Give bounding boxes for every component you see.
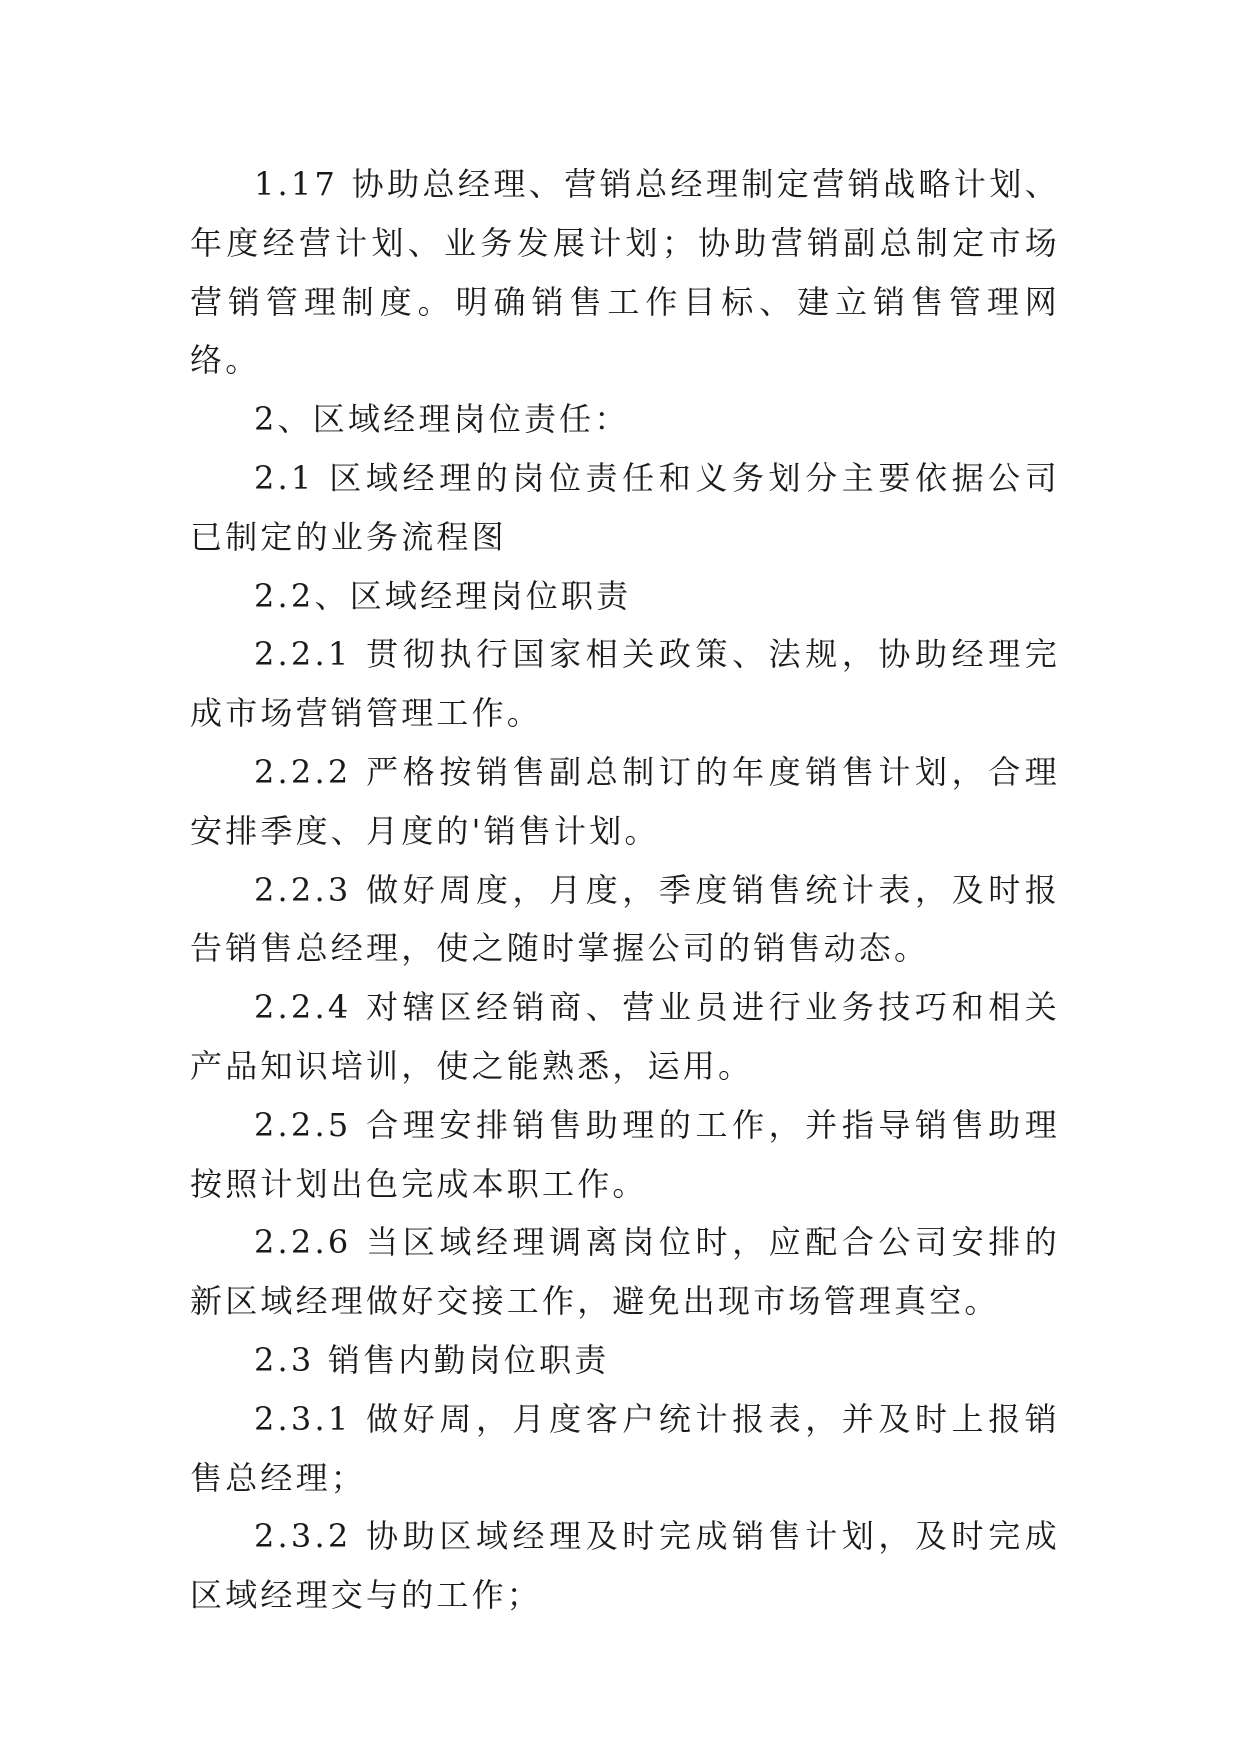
paragraph-2-2-4: 2.2.4 对辖区经销商、营业员进行业务技巧和相关产品知识培训，使之能熟悉，运用。	[190, 988, 1060, 1085]
paragraph-2-3-2: 2.3.2 协助区域经理及时完成销售计划，及时完成区域经理交与的工作；	[190, 1517, 1060, 1615]
paragraph-2-3-1: 2.3.1 做好周，月度客户统计报表，并及时上报销售总经理；	[190, 1399, 1060, 1497]
document-body	[190, 155, 1060, 1625]
paragraph-2-2-2: 2.2.2 严格按销售副总制订的年度销售计划，合理安排季度、月度的'销售计划。	[190, 752, 1060, 850]
paragraph-2-1: 2.1 区域经理的岗位责任和义务划分主要依据公司已制定的业务流程图	[190, 458, 1060, 556]
paragraph-2-2-1: 2.2.1 贯彻执行国家相关政策、法规，协助经理完成市场营销管理工作。	[190, 635, 1060, 733]
section-heading-2-2: 2.2、区域经理岗位职责	[254, 576, 632, 615]
paragraph-2-2-3: 2.2.3 做好周度，月度，季度销售统计表，及时报告销售总经理，使之随时掌握公司的销售动态。	[190, 870, 1060, 968]
section-heading-2: 2、区域经理岗位责任：	[254, 400, 630, 439]
section-heading-2-3: 2.3 销售内勤岗位职责	[254, 1340, 610, 1379]
paragraph-1-17: 1.17 协助总经理、营销总经理制定营销战略计划、年度经营计划、业务发展计划；协助营销副总制定市场营销管理制度。明确销售工作目标、建立销售管理网络。	[190, 165, 1060, 380]
paragraph-2-2-6: 2.2.6 当区域经理调离岗位时，应配合公司安排的新区域经理做好交接工作，避免出现市场管理真空。	[190, 1223, 1060, 1321]
paragraph-2-2-5: 2.2.5 合理安排销售助理的工作，并指导销售助理按照计划出色完成本职工作。	[190, 1105, 1060, 1203]
